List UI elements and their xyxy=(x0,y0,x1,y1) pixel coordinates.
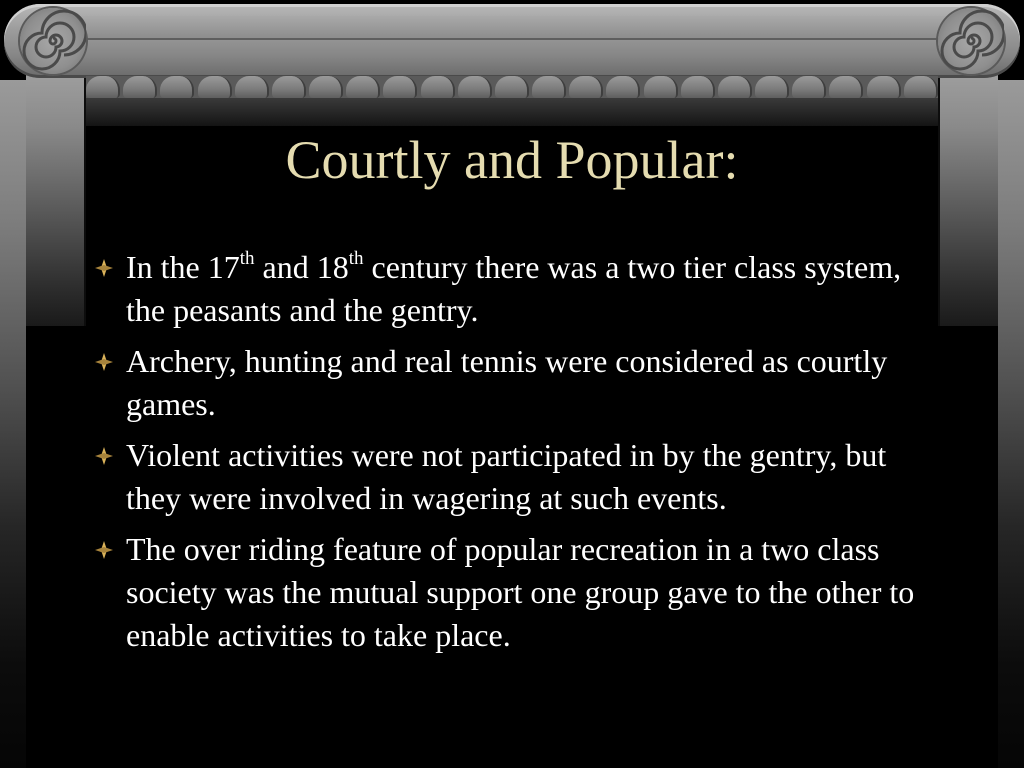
bead xyxy=(235,76,269,98)
four-point-star-icon xyxy=(94,258,114,278)
bullet-text-intro: In the 17 xyxy=(126,249,240,285)
right-volute-scroll-icon xyxy=(938,8,1004,74)
bead xyxy=(755,76,789,98)
bead xyxy=(532,76,566,98)
bead xyxy=(867,76,901,98)
left-volute-scroll-icon xyxy=(20,8,86,74)
column-capital xyxy=(4,4,1020,78)
four-point-star-icon xyxy=(94,446,114,466)
ordinal-suffix: th xyxy=(239,247,255,269)
bead xyxy=(606,76,640,98)
bead xyxy=(198,76,232,98)
bullet-item xyxy=(92,434,942,520)
molding-shadow xyxy=(86,98,938,126)
four-point-star-icon xyxy=(94,352,114,372)
bead xyxy=(495,76,529,98)
left-pillar xyxy=(26,60,86,326)
bead xyxy=(383,76,417,98)
bullet-text: The over riding feature of popular recreation in a two class society was the mutual support one group gave to the other to enable activities to take place. xyxy=(126,531,915,653)
right-pillar xyxy=(938,60,998,326)
bead xyxy=(829,76,863,98)
bead xyxy=(86,76,120,98)
bullet-item xyxy=(92,528,942,657)
bead-molding xyxy=(86,76,938,98)
bead xyxy=(272,76,306,98)
ordinal-suffix: th xyxy=(348,247,364,269)
bead xyxy=(569,76,603,98)
bullet-list xyxy=(92,246,942,665)
bead xyxy=(123,76,157,98)
bead xyxy=(644,76,678,98)
bead xyxy=(681,76,715,98)
four-point-star-icon xyxy=(94,540,114,560)
bullet-text-rest: century there was a two tier class system, the peasants and the gentry. xyxy=(126,249,902,328)
bullet-text: Violent activities were not participated in by the gentry, but they were involved in wagering at such events. xyxy=(126,437,887,516)
bead xyxy=(792,76,826,98)
bullet-item xyxy=(92,246,942,332)
bead xyxy=(309,76,343,98)
bullet-text-mid: and 18 xyxy=(254,249,349,285)
bead xyxy=(458,76,492,98)
bead xyxy=(421,76,455,98)
bead xyxy=(160,76,194,98)
bead xyxy=(346,76,380,98)
slide-title: Courtly and Popular: xyxy=(285,130,739,190)
bullet-item xyxy=(92,340,942,426)
bullet-text: Archery, hunting and real tennis were considered as courtly games. xyxy=(126,343,888,422)
bead xyxy=(904,76,938,98)
bead xyxy=(718,76,752,98)
